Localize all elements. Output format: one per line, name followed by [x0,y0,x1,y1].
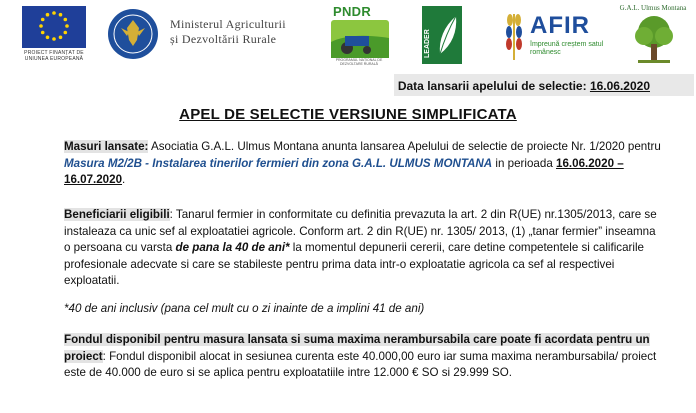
wheat-icon [500,8,528,62]
gov-seal-icon [107,6,159,62]
measures-label: Masuri lansate: [64,140,149,153]
eu-flag-icon [22,6,86,48]
afir-tagline: împreună creștem satul românesc [530,41,604,56]
eu-logo [18,6,90,62]
tree-icon [632,14,676,64]
gal-wordmark: G.A.L. Ulmus Montana [619,4,687,12]
logo-header [0,0,696,68]
age-footnote: *40 de ani inclusiv (pana cel mult cu o zi inainte de a implini 41 de ani) [64,302,425,315]
beneficiaries-text-1: : Tanarul fermier in conformitate cu definitia prevazuta la art. 2 din R(UE) nr.1305/2013, care se instaleaza ca unic sef al exploatatiei agricole. Conform art. 2 din R(UE) nr. 1305/ 2013, (1) „tanar fermier” inseamna o persoana cu varsta [64,208,657,254]
paragraph-beneficiaries [64,207,662,290]
beneficiaries-label: Beneficiarii eligibili [64,208,170,221]
gov-logo [107,6,159,62]
ministry-logo [170,17,320,57]
launch-date-value: 16.06.2020 [589,79,650,93]
launch-date [398,79,650,93]
afir-logo [500,4,610,66]
age-limit: de pana la 40 de ani* [175,241,290,254]
selection-period: 16.06.2020 – 16.07.2020 [64,156,624,186]
leader-label: LEADER [424,29,431,58]
leaf-icon [436,12,460,58]
paragraph-fund [64,332,662,382]
fund-label: Fondul disponibil pentru masura lansata si suma maxima nerambursabila care poate fi acordata pentru un proiect [64,333,650,363]
measure-name: Masura M2/2B - Instalarea tinerilor fermieri din zona G.A.L. ULMUS MONTANA [64,156,493,170]
paragraph-measures [64,139,662,189]
ministry-name-line1: Ministerul Agriculturii [170,17,286,31]
eu-caption: PROIECT FINANȚAT DE UNIUNEA EUROPEANĂ [24,50,84,62]
measures-text-2: in perioada [492,156,556,170]
ministry-name-line2: și Dezvoltării Rurale [170,32,277,46]
page-title: APEL DE SELECTIE VERSIUNE SIMPLIFICATA [179,106,517,123]
measures-text-3: . [122,173,126,186]
launch-date-label: Data lansarii apelului de selectie: [397,79,587,93]
afir-wordmark: AFIR [530,12,590,39]
gal-logo [618,2,688,66]
pndr-logo [327,4,391,64]
pndr-wordmark: PNDR [333,4,372,19]
tractor-field-icon [331,20,389,58]
leader-logo [422,6,462,64]
pndr-caption: PROGRAMUL NAȚIONAL DE DEZVOLTARE RURALĂ [335,58,383,66]
measures-text-1: Asociatia G.A.L. Ulmus Montana anunta lansarea Apelului de selectie de proiecte Nr. 1/2020 pentru [148,140,661,153]
beneficiaries-text-2: la momentul depunerii cererii, care detine competentele si calificarile profesionale adecvate si care se stabileste pentru prima data intr-o exploatatie agricola ca sef al respectivei exploatatii. [64,241,644,287]
fund-text: : Fondul disponibil alocat in sesiunea curenta este 40.000,00 euro iar suma maxima nerambursabila/ proiect este de 40.000 de euro si se aplica pentru exploatatiile intre 12.000 € SO si 29.999 SO. [64,349,657,379]
